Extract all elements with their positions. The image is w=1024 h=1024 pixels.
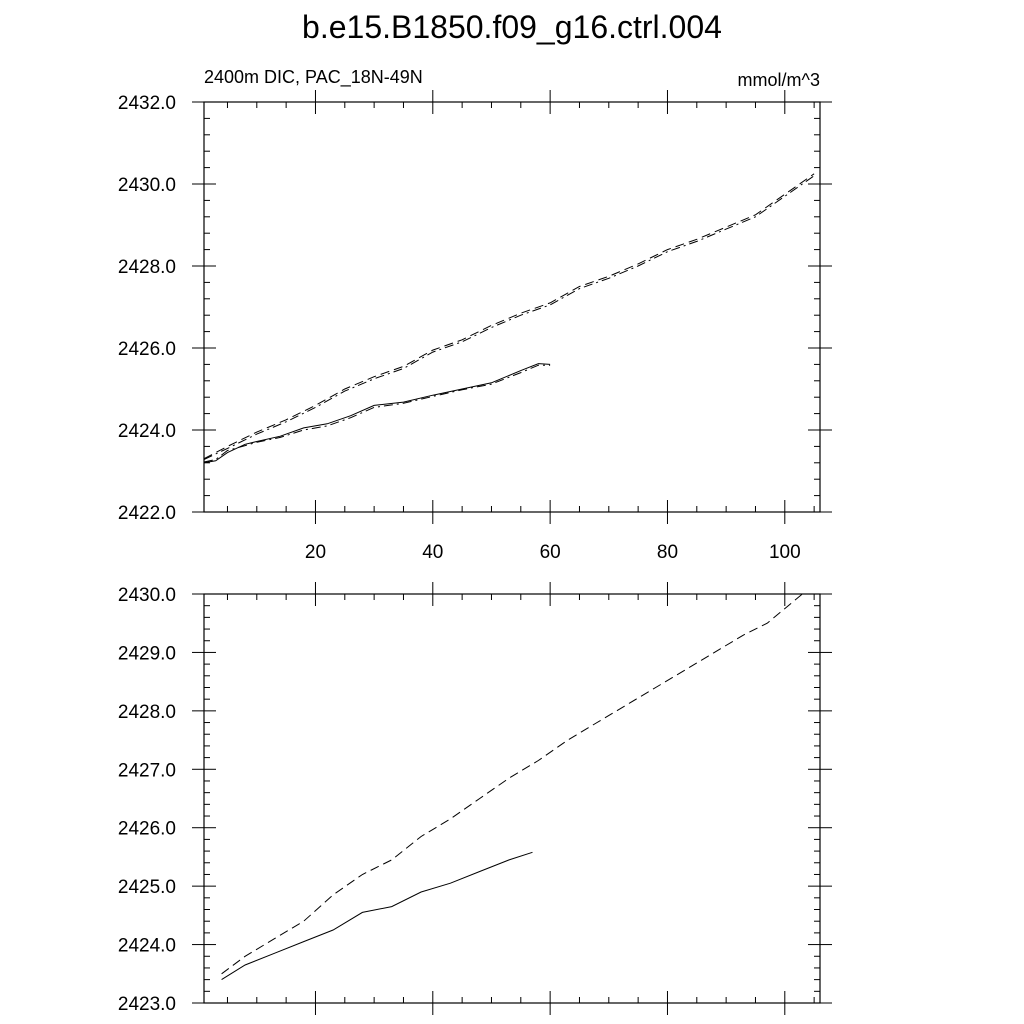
x-tick-label: 60 [539, 542, 561, 563]
x-tick-label: 100 [768, 542, 801, 563]
plot-frame [204, 102, 820, 512]
y-tick-label: 2430.0 [117, 585, 176, 606]
top-panel-subtitle-left: 2400m DIC, PAC_18N-49N [204, 67, 423, 87]
top-panel-units: mmol/m^3 [737, 70, 820, 90]
series-line-0 [204, 364, 550, 463]
y-tick-label: 2422.0 [117, 503, 176, 524]
top-panel [118, 67, 832, 563]
y-tick-label: 2424.0 [117, 935, 176, 957]
x-tick-label: 80 [656, 542, 679, 563]
y-tick-label: 2426.0 [117, 818, 176, 840]
y-tick-label: 2429.0 [117, 643, 176, 665]
figure-title: b.e15.B1850.f09_g16.ctrl.004 [302, 9, 722, 45]
y-tick-label: 2424.0 [117, 421, 176, 442]
series-line-2 [204, 174, 814, 459]
y-tick-label: 2430.0 [117, 175, 176, 196]
y-tick-label: 2425.0 [117, 877, 176, 899]
y-tick-label: 2428.0 [117, 701, 176, 723]
y-tick-label: 2426.0 [117, 339, 176, 360]
y-tick-label: 2423.0 [117, 994, 176, 1015]
plot-frame [204, 594, 820, 1003]
x-tick-label: 20 [304, 542, 327, 563]
y-tick-label: 2432.0 [117, 93, 176, 114]
series-line-1 [222, 594, 803, 974]
bottom-panel [118, 582, 832, 1015]
y-tick-label: 2428.0 [117, 257, 176, 278]
y-tick-label: 2427.0 [117, 760, 176, 782]
x-tick-label: 40 [422, 542, 444, 563]
series-line-0 [222, 852, 533, 979]
